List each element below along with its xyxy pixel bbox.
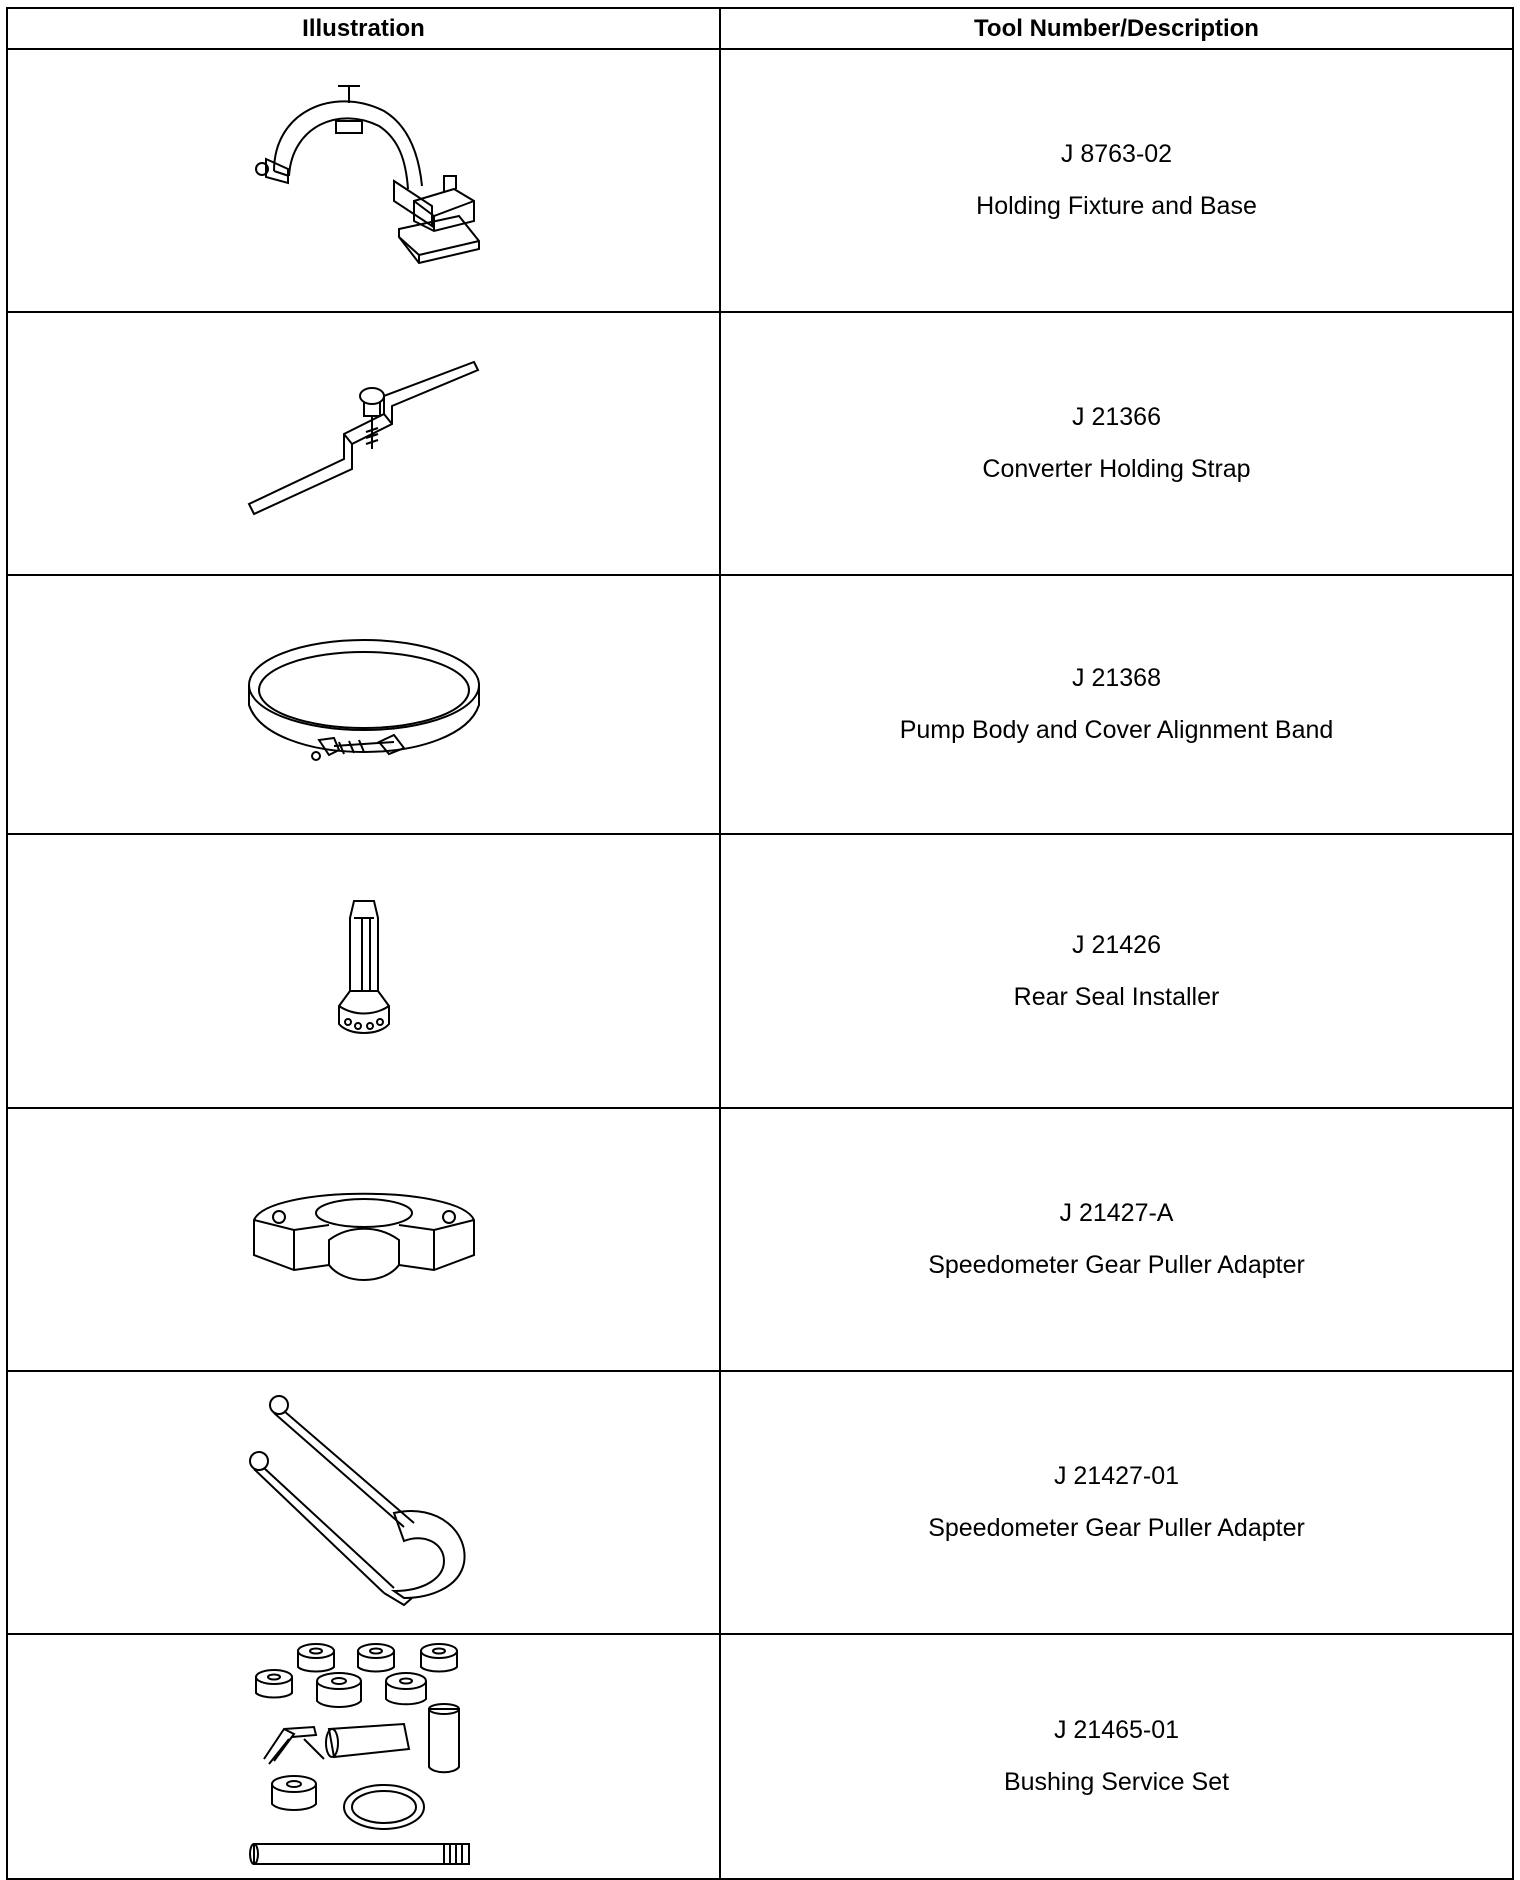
tool-name: Bushing Service Set — [1003, 1768, 1230, 1796]
table-row — [7, 1371, 1513, 1634]
tool-number: J 21426 — [1072, 930, 1161, 959]
table-row — [7, 575, 1513, 834]
tool-description-cell — [720, 1371, 1513, 1634]
table-row — [7, 1634, 1513, 1879]
tool-description-cell — [720, 312, 1513, 575]
illustration-cell — [7, 1634, 720, 1879]
tool-name: Rear Seal Installer — [1013, 982, 1220, 1011]
tool-name: Pump Body and Cover Alignment Band — [899, 716, 1334, 744]
seal-installer-icon — [314, 896, 414, 1046]
tool-number: J 8763-02 — [1060, 140, 1173, 168]
tool-number: J 21368 — [1072, 664, 1161, 692]
holding-strap-icon — [244, 354, 484, 534]
tool-description-cell — [720, 575, 1513, 834]
alignment-band-icon — [244, 630, 484, 780]
tool-name: Speedometer Gear Puller Adapter — [928, 1514, 1305, 1542]
tool-number: J 21465-01 — [1053, 1716, 1180, 1744]
tool-name: Holding Fixture and Base — [976, 192, 1257, 220]
illustration-cell — [7, 834, 720, 1108]
puller-adapter-icon — [249, 1175, 479, 1305]
tool-description-cell — [720, 1108, 1513, 1371]
tool-description-cell — [720, 834, 1513, 1108]
tool-number: J 21427-01 — [1053, 1462, 1180, 1490]
tool-description-cell — [720, 49, 1513, 312]
bushing-set-icon — [244, 1639, 484, 1874]
tool-description-cell — [720, 1634, 1513, 1879]
header-illustration: Illustration — [7, 8, 720, 49]
illustration-cell — [7, 1371, 720, 1634]
illustration-cell — [7, 312, 720, 575]
tool-name: Converter Holding Strap — [982, 455, 1251, 483]
illustration-cell — [7, 575, 720, 834]
illustration-cell — [7, 1108, 720, 1371]
tool-table — [6, 7, 1514, 1880]
header-tool-description: Tool Number/Description — [720, 8, 1513, 49]
illustration-cell — [7, 49, 720, 312]
tool-number: J 21366 — [1072, 403, 1161, 431]
table-row — [7, 312, 1513, 575]
header-row — [7, 8, 1513, 49]
table-row — [7, 834, 1513, 1108]
tool-number: J 21427-A — [1059, 1199, 1174, 1227]
tool-name: Speedometer Gear Puller Adapter — [928, 1251, 1305, 1279]
holding-fixture-icon — [244, 81, 484, 281]
table-row — [7, 49, 1513, 312]
puller-rods-icon — [244, 1393, 484, 1613]
table-row — [7, 1108, 1513, 1371]
